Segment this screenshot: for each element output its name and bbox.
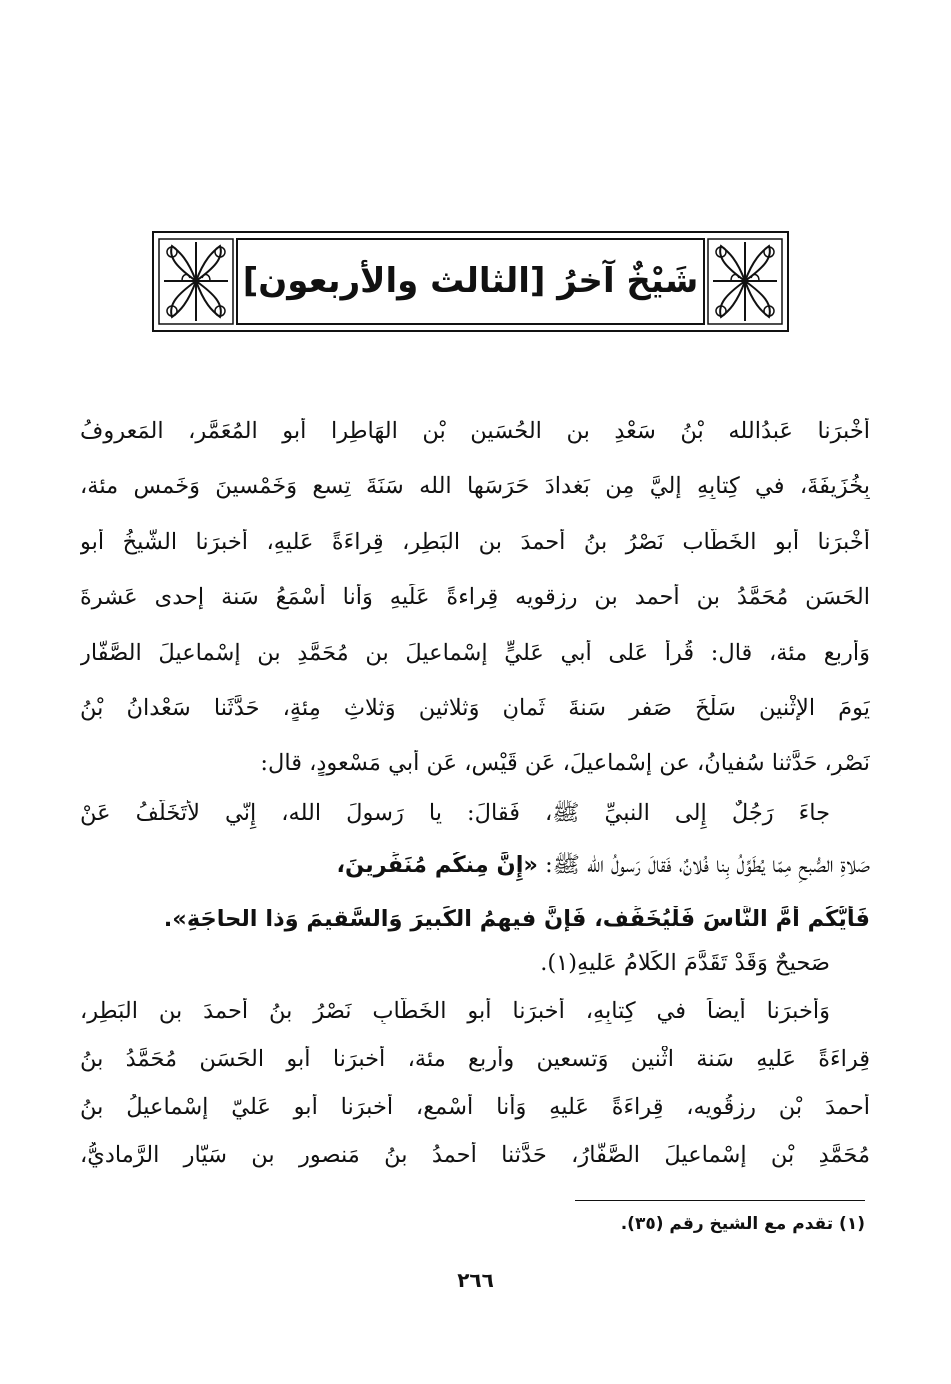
hadith-quote-line: فَأيُّكُم أَمَّ النَّاسَ فَلْيُخَفِّف، فَإِنَّ فيهِمُ الكَبيرَ وَالسَّقيمَ وَذا الحاجَةِ». xyxy=(163,906,870,932)
text-line xyxy=(80,852,870,884)
text-line: أَخْبرَنا أبو الخَطّاب نَصْرُ بنُ أحمدَ بن البَطِر، قِراءَةً عَليهِ، أخبرَنا الشَّيخُ أبو xyxy=(80,529,870,555)
text-line: أَخْبرَنا عَبدُالله بْنُ سَعْدِ بن الحُسَينِ بْنِ الهَاطِرا أبو المُعَمَّرِ، المَعروفُ xyxy=(80,418,870,444)
text-line: وَأربع مئة، قال: قُرِأَ عَلى أبي عَليٍّ إِسْماعيلَ بن مُحَمَّدِ بن إسْماعيلَ الصَّفّار xyxy=(80,640,870,666)
hadith-quote: «إِنَّ مِنكُم مُنَفِّرينَ، xyxy=(336,852,538,878)
chapter-title-box xyxy=(236,238,705,325)
text-line: مُحَمَّدِ بْنِ إِسْماعيلَ الصَّفَّارُ، حَدَّثنا أحمدُ بنُ مَنصور بن سَيّار الرَّماديُّ، xyxy=(80,1142,870,1168)
text-line: الحَسَنِ مُحَمَّدُ بن أحمد بن رِزقويه قِراءةً عَلَيهِ وَأَنا أَسْمَعُ سَنة إِحدى عَشرةَ xyxy=(80,584,870,610)
text-segment: صَلاةِ الصُّبحِ مِمّا يُطَوِّلُ بِنا فُلانٌ، فَقالَ رَسولُ الله ﷺ: xyxy=(545,852,870,878)
text-line: صَحيحٌ وَقَدْ تَقَدَّمَ الكَلامُ عَليهِ(١). xyxy=(540,950,830,976)
text-line: قِراءَةً عَليهِ سَنة اثْنين وَتسعين وأربع مئة، أَخبرَنا أبو الحَسَنِ مُحَمَّدُ بنُ xyxy=(80,1046,870,1072)
text-line: وَأَخبرَنا أيضاً في كِتابِهِ، أَخبرَنا أبو الخَطّابِ نَصْرُ بنُ أحمدَ بن البَطِرِ، xyxy=(80,998,830,1024)
footnote: (١) تقدم مع الشيخ رقم (٣٥). xyxy=(620,1214,865,1234)
floral-ornament-icon xyxy=(158,238,234,325)
text-line: بِخُزَيفَةَ، في كِتابِهِ إِليَّ مِن بَغدادَ حَرَسَها الله سَنَةَ تِسعٍ وَخَمْسينَ وَخَمس مئة، xyxy=(80,473,870,499)
text-line: جاءَ رَجُلٌ إِلى النبيِّ ﷺ، فَقالَ: يا رَسولَ الله، إِنّي لأتَخَلَّفُ عَنْ xyxy=(80,800,830,826)
text-line: نَصْرٍ، حَدَّثنا سُفيانُ، عن إِسْماعيلَ، عَن قَيْسٍ، عَن أبي مَسْعودٍ، قال: xyxy=(260,750,870,776)
page-number: ٢٦٦ xyxy=(457,1268,494,1292)
footnote-divider xyxy=(575,1200,865,1201)
chapter-title: شَيْخٌ آخرُ [الثالث والأربعون] xyxy=(242,260,699,301)
chapter-title-frame xyxy=(152,231,789,332)
text-line: أحمدَ بْنِ رِزقُويه، قِراءَةً عَليهِ وَأنا أَسْمع، أَخبرَنا أبو عَليّ إِسْماعيلُ بنُ xyxy=(80,1094,870,1120)
floral-ornament-icon xyxy=(707,238,783,325)
text-line: يَومَ الإِثْنين سَلْخَ صَفر سَنةَ ثَمانٍ وَثلاثين وَثلاثِ مِئةٍ، حَدَّثَنا سَعْدانُ بْنُ xyxy=(80,695,870,721)
